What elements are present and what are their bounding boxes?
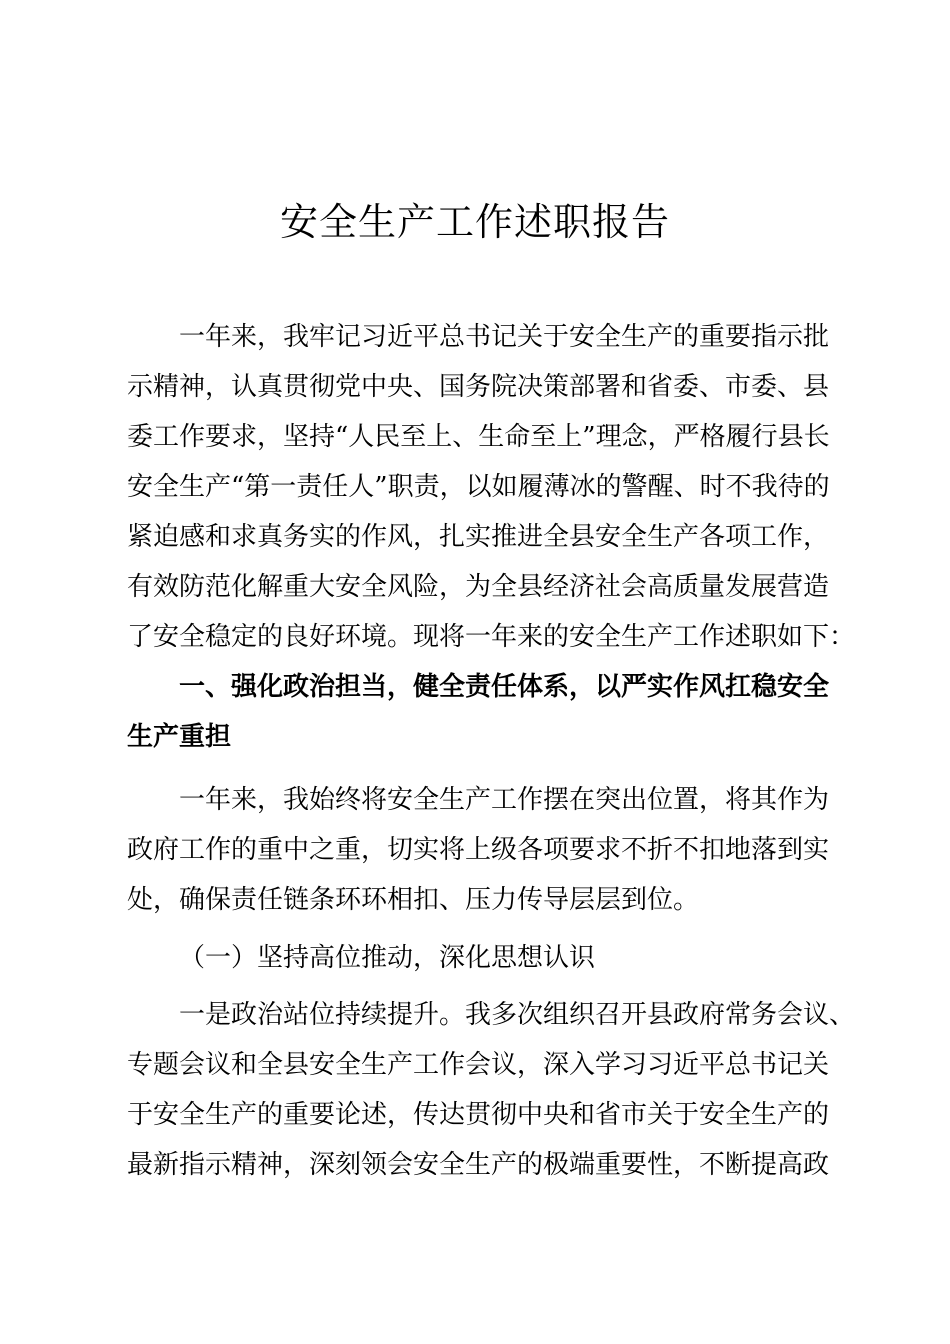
text-line: 专题会议和全县安全生产工作会议，深入学习习近平总书记关 bbox=[127, 1050, 830, 1080]
text-line: 最新指示精神，深刻领会安全生产的极端重要性，不断提高政 bbox=[127, 1150, 830, 1180]
document-title: 安全生产工作述职报告 bbox=[279, 200, 670, 244]
text-line: 一年来，我始终将安全生产工作摆在突出位置，将其作为 bbox=[179, 785, 830, 815]
text-line: 有效防范化解重大安全风险，为全县经济社会高质量发展营造 bbox=[127, 572, 830, 602]
subheading-1 bbox=[127, 933, 847, 983]
text-line: 了安全稳定的良好环境。现将一年来的安全生产工作述职如下： bbox=[127, 622, 856, 652]
text-line: 于安全生产的重要论述，传达贯彻中央和省市关于安全生产的 bbox=[127, 1100, 830, 1130]
text-line: 一是政治站位持续提升。我多次组织召开县政府常务会议、 bbox=[179, 1000, 856, 1030]
section-heading-1 bbox=[127, 662, 847, 762]
text-line: 紧迫感和求真务实的作风，扎实推进全县安全生产各项工作， bbox=[127, 522, 830, 552]
text-line: 处，确保责任链条环环相扣、压力传导层层到位。 bbox=[127, 885, 700, 915]
paragraph-intro bbox=[127, 312, 856, 662]
text-line: 委工作要求，坚持“人民至上、生命至上”理念，严格履行县长 bbox=[127, 422, 830, 452]
subheading-line: （一）坚持高位推动，深化思想认识 bbox=[179, 943, 596, 973]
paragraph-section-1 bbox=[127, 775, 847, 925]
heading-line: 一、强化政治担当，健全责任体系，以严实作风扛稳安全 bbox=[179, 672, 830, 702]
text-line: 一年来，我牢记习近平总书记关于安全生产的重要指示批 bbox=[179, 322, 830, 352]
paragraph-subsection-1 bbox=[127, 990, 856, 1190]
heading-line: 生产重担 bbox=[127, 722, 232, 752]
text-line: 安全生产“第一责任人”职责，以如履薄冰的警醒、时不我待的 bbox=[127, 472, 830, 502]
text-line: 示精神，认真贯彻党中央、国务院决策部署和省委、市委、县 bbox=[127, 372, 830, 402]
text-line: 政府工作的重中之重，切实将上级各项要求不折不扣地落到实 bbox=[127, 835, 830, 865]
